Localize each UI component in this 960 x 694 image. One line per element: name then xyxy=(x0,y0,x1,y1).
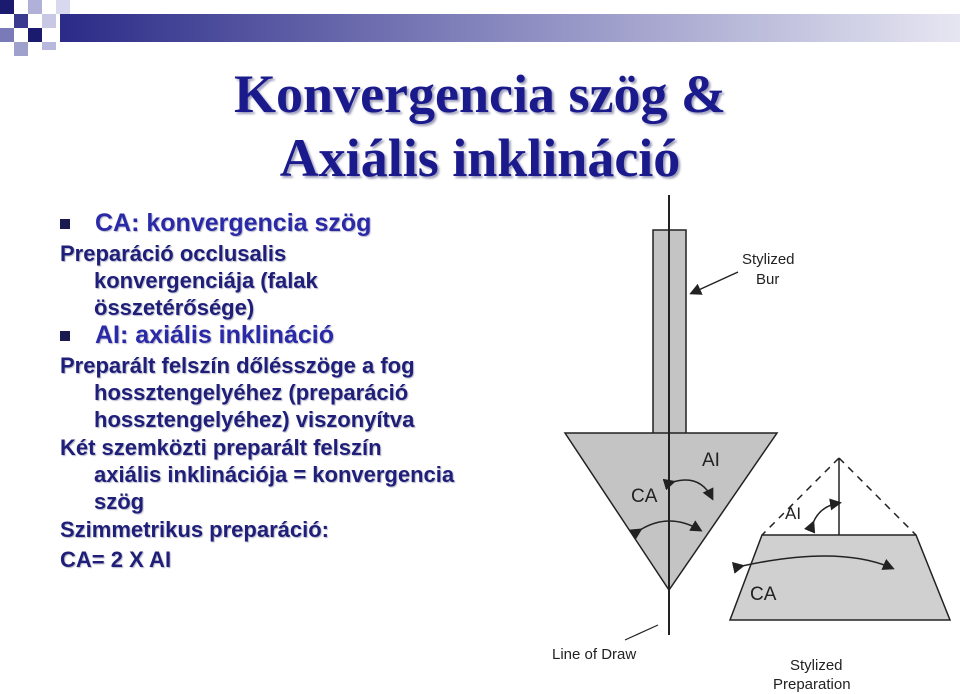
stylized-bur-label-1: Stylized xyxy=(742,251,795,268)
symmetric-prep-line: Szimmetrikus preparáció: xyxy=(60,517,329,542)
para3-line3: szög xyxy=(94,489,145,514)
header-decoration xyxy=(0,0,960,60)
bullet-ai-text: AI: axiális inklináció xyxy=(95,321,334,349)
bur-head xyxy=(565,433,777,590)
prep-dashed-right xyxy=(839,458,916,535)
prep-dashed-left xyxy=(762,458,839,535)
paragraph-ca-definition xyxy=(60,240,560,321)
paragraph-opposite-surfaces xyxy=(60,434,560,515)
bullet-ai xyxy=(60,322,560,349)
slide-title xyxy=(160,62,800,190)
square-bullet-icon xyxy=(60,219,70,229)
bur-pointer xyxy=(692,272,738,293)
para1-line1: Preparáció occlusalis xyxy=(60,241,287,266)
para2-line2: hossztengelyéhez (preparáció xyxy=(94,380,409,405)
square-bullet-icon xyxy=(60,331,70,341)
ca-formula-line: CA= 2 X AI xyxy=(60,547,172,572)
para3-line1: Két szemközti preparált felszín xyxy=(60,435,382,460)
ca-label-upper: CA xyxy=(631,486,658,507)
ai-label-upper: AI xyxy=(702,450,720,471)
ca-label-lower: CA xyxy=(750,584,777,605)
title-line-2: Axiális inklináció xyxy=(279,128,681,188)
stylized-prep-label-2: Preparation xyxy=(773,676,851,693)
bullet-ca-text: CA: konvergencia szög xyxy=(95,209,372,237)
stylized-bur-label-2: Bur xyxy=(756,271,780,288)
ai-label-lower: AI xyxy=(785,504,802,523)
bullet-ca xyxy=(60,210,560,237)
paragraph-ai-definition xyxy=(60,352,560,433)
para2-line1: Preparált felszín dőlésszöge a fog xyxy=(60,353,415,378)
para1-line2: konvergenciája (falak xyxy=(94,268,318,293)
line-of-draw-label: Line of Draw xyxy=(552,646,637,663)
prep-trapezoid xyxy=(730,535,950,620)
stylized-prep-label-1: Stylized xyxy=(790,657,843,674)
slide-body xyxy=(60,210,560,576)
para3-line2: axiális inklinációja = konvergencia xyxy=(94,462,455,487)
ai-arc-lower xyxy=(813,503,839,523)
para1-line3: összetérősége) xyxy=(94,295,255,320)
title-line-1: Konvergencia szög & xyxy=(234,64,726,124)
convergence-diagram xyxy=(540,185,960,694)
line-of-draw-pointer xyxy=(625,625,658,640)
para2-line3: hossztengelyéhez) viszonyítva xyxy=(94,407,415,432)
